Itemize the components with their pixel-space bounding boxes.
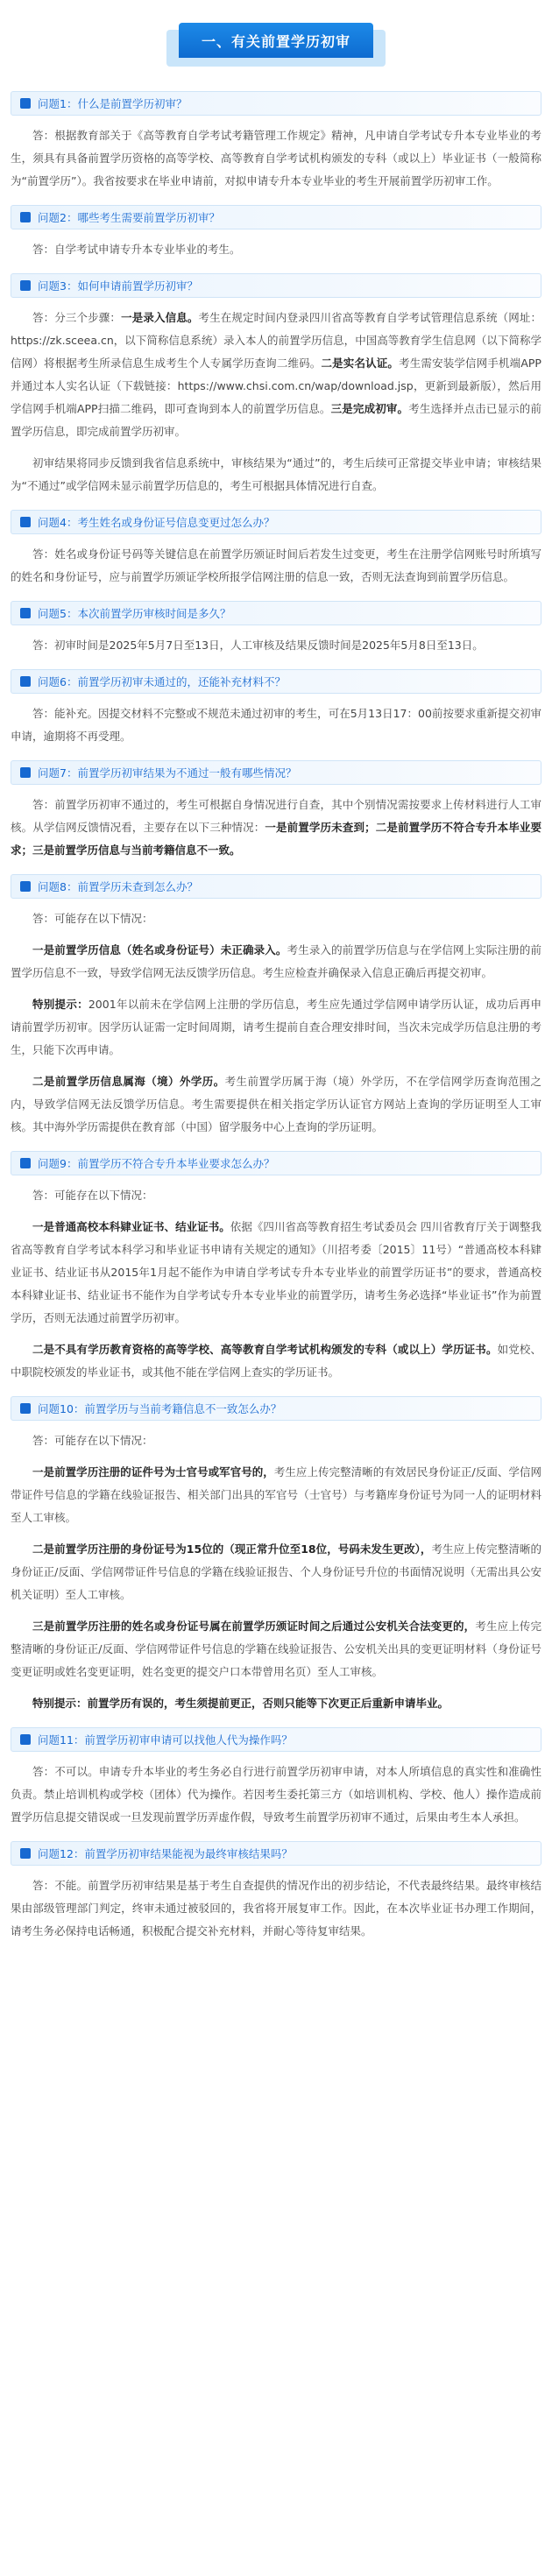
- answer-text: 2001年以前未在学信网上注册的学历信息，考生应先通过学信网申请学历认证，成功后再申请前置学历初审。因学历认证需一定时间周期，请考生提前自查合理安排时间，当次未完成学历信息注册的考生，只能下次再申请。: [11, 998, 541, 1056]
- question-bar: [11, 205, 541, 229]
- answer-emphasis: 一是录入信息。: [121, 311, 199, 324]
- section-header-tab: [179, 23, 373, 58]
- answer-emphasis: 一是前置学历注册的证件号为士官号或军官号的，: [32, 1465, 274, 1479]
- answer-paragraph: [11, 307, 541, 443]
- answer-paragraph: [11, 794, 541, 862]
- answer-text: 答：初审时间是2025年5月7日至13日，人工审核及结果反馈时间是2025年5月8日至13日。: [32, 639, 484, 652]
- answer-text: 答：不可以。申请专升本毕业的考生务必自行进行前置学历初审申请，对本人所填信息的真实性和准确性负责。禁止培训机构或学校（团体）代为操作。若因考生委托第三方（如培训机构、学校、他人）操作造成前置学历信息提交错误或一旦发现前置学历弄虚作假，导致考生前置学历初审不通过，后果由考生本人承担。: [11, 1765, 541, 1824]
- answer-emphasis: 二是不具有学历教育资格的高等学校、高等教育自学考试机构颁发的专科（或以上）学历证书。: [32, 1343, 498, 1356]
- answer-paragraph: [11, 1216, 541, 1330]
- answer-text: 依据《四川省高等教育招生考试委员会 四川省教育厅关于调整我省高等教育自学考试本科学习和毕业证书申请有关规定的通知》（川招考委〔2015〕11号）“普通高校本科肄业证书、结业证书从2015年1月起不能作为申请自学考试专升本专业毕业的前置学历证书”的要求，普通高校本科肄业证书、结业证书不能作为自学考试专升本专业毕业的前置学历，请考生务必选择“毕业证书”作为前置学历，否则无法通过前置学历初审。: [11, 1220, 541, 1324]
- answer-emphasis: 二是前置学历信息属海（境）外学历。: [32, 1075, 225, 1088]
- answer-text: 考生应上传完整清晰的身份证正/反面、学信网带证件号信息的学籍在线验证报告、公安机关出具的变更证明材料（身份证号变更证明或姓名变更证明，姓名变更的提交户口本带曾用名页）至人工审核。: [11, 1620, 541, 1678]
- answer-paragraph: [11, 1461, 541, 1529]
- question-bar: [11, 669, 541, 694]
- square-bullet-icon: [20, 676, 31, 687]
- section-header: [166, 23, 386, 67]
- answer-text: 答：可能存在以下情况：: [32, 912, 153, 925]
- square-bullet-icon: [20, 212, 31, 222]
- square-bullet-icon: [20, 1734, 31, 1745]
- question-bar: [11, 601, 541, 625]
- answer-text: 如党校、中职院校颁发的毕业证书，或其他不能在学信网上查实的学历证书。: [11, 1343, 541, 1379]
- question-text: 问题11：前置学历初审申请可以找他人代为操作吗？: [38, 1733, 293, 1747]
- answer-paragraph: [11, 1429, 541, 1452]
- question-text: 问题8：前置学历未查到怎么办？: [38, 880, 198, 893]
- answer-paragraph: [11, 124, 541, 193]
- square-bullet-icon: [20, 1848, 31, 1859]
- answer-paragraph: [11, 1874, 541, 1943]
- answer-text: 答：自学考试申请专升本专业毕业的考生。: [32, 243, 241, 256]
- question-bar: [11, 510, 541, 534]
- answer-emphasis: 一是前置学历未查到；二是前置学历不符合专升本毕业要求；三是前置学历信息与当前考籍信息不一致。: [11, 821, 541, 857]
- answer-emphasis: 三是前置学历注册的姓名或身份证号属在前置学历颁证时间之后通过公安机关合法变更的，: [32, 1620, 476, 1633]
- question-text: 问题12：前置学历初审结果能视为最终审核结果吗？: [38, 1847, 293, 1860]
- answer-text: 答：分三个步骤：: [32, 311, 122, 324]
- answer-paragraph: [11, 543, 541, 589]
- answer-paragraph: [11, 1692, 541, 1715]
- question-bar: [11, 760, 541, 785]
- square-bullet-icon: [20, 1158, 31, 1168]
- answer-paragraph: [11, 238, 541, 261]
- answer-emphasis: 特别提示：前置学历有误的，考生须提前更正，否则只能等下次更正后重新申请毕业。: [32, 1697, 449, 1710]
- answer-emphasis: 特别提示：: [32, 998, 88, 1011]
- answer-paragraph: [11, 1338, 541, 1384]
- answer-emphasis: 一是普通高校本科肄业证书、结业证书。: [32, 1220, 230, 1233]
- answer-text: 考生需安装学信网手机端APP并通过本人实名认证（下载链接：https://www.chsi.com.cn/wap/download.jsp，更新到最新版），然后用学信网手机端APP扫描二维码，即可查询到本人的前置学历信息。: [11, 356, 541, 415]
- question-bar: [11, 874, 541, 899]
- answer-text: 答：可能存在以下情况：: [32, 1189, 153, 1202]
- question-text: 问题1：什么是前置学历初审？: [38, 97, 188, 110]
- square-bullet-icon: [20, 767, 31, 778]
- square-bullet-icon: [20, 98, 31, 109]
- answer-text: 考生在规定时间内登录四川省高等教育自学考试管理信息系统（网址：https://zk.sceea.cn，以下简称信息系统）录入本人的前置学历信息，中国高等教育学生信息网（以下简称学信网）将根据考生所录信息生成考生个人专属学历查询二维码。: [11, 311, 541, 370]
- square-bullet-icon: [20, 517, 31, 527]
- question-text: 问题3：如何申请前置学历初审？: [38, 279, 198, 293]
- answer-paragraph: [11, 702, 541, 748]
- answer-text: 答：根据教育部关于《高等教育自学考试考籍管理工作规定》精神，凡申请自学考试专升本专业毕业的考生，须具有具备前置学历资格的高等学校、高等教育自学考试机构颁发的专科（或以上）毕业证书（一般简称为“前置学历”）。我省按要求在毕业申请前，对拟申请专升本专业毕业的考生开展前置学历初审工作。: [11, 129, 541, 187]
- section-title: 一、有关前置学历初审: [201, 32, 350, 50]
- answer-paragraph: [11, 634, 541, 657]
- answer-paragraph: [11, 1184, 541, 1207]
- answer-paragraph: [11, 1538, 541, 1606]
- answer-paragraph: [11, 1615, 541, 1683]
- answer-text: 答：姓名或身份证号码等关键信息在前置学历颁证时间后若发生过变更，考生在注册学信网账号时所填写的姓名和身份证号，应与前置学历颁证学校所报学信网注册的信息一致，否则无法查询到前置学历信息。: [11, 547, 541, 583]
- square-bullet-icon: [20, 280, 31, 291]
- answer-emphasis: 一是前置学历信息（姓名或身份证号）未正确录入。: [32, 943, 287, 956]
- question-text: 问题7：前置学历初审结果为不通过一般有哪些情况？: [38, 766, 297, 780]
- answer-text: 考生应上传完整清晰的身份证正/反面、学信网带证件号信息的学籍在线验证报告、个人身份证号升位的书面情况说明（无需出具公安机关证明）至人工审核。: [11, 1542, 541, 1601]
- answer-text: 答：不能。前置学历初审结果是基于考生自查提供的情况作出的初步结论，不代表最终结果。最终审核结果由部级管理部门判定，终审未通过被驳回的，我省将开展复审工作。因此，在本次毕业证书办理工作期间，请考生务必保持电话畅通，积极配合提交补充材料，并耐心等待复审结果。: [11, 1879, 541, 1937]
- answer-paragraph: [11, 939, 541, 985]
- question-text: 问题6：前置学历初审未通过的，还能补充材料不？: [38, 675, 286, 688]
- answer-emphasis: 二是前置学历注册的身份证号为15位的（现正常升位至18位，号码未发生更改），: [32, 1542, 432, 1556]
- square-bullet-icon: [20, 1403, 31, 1414]
- question-text: 问题9：前置学历不符合专升本毕业要求怎么办？: [38, 1157, 275, 1170]
- question-bar: [11, 1396, 541, 1421]
- question-text: 问题5：本次前置学历审核时间是多久？: [38, 607, 231, 620]
- answer-emphasis: 二是实名认证。: [321, 356, 400, 370]
- square-bullet-icon: [20, 608, 31, 618]
- answer-paragraph: [11, 452, 541, 498]
- answer-paragraph: [11, 907, 541, 930]
- question-bar: [11, 273, 541, 298]
- answer-paragraph: [11, 993, 541, 1062]
- question-text: 问题4：考生姓名或身份证号信息变更过怎么办？: [38, 516, 275, 529]
- question-text: 问题2：哪些考生需要前置学历初审？: [38, 211, 220, 224]
- qa-list: [11, 91, 541, 1943]
- answer-text: 考生应上传完整清晰的有效居民身份证正/反面、学信网带证件号信息的学籍在线验证报告、相关部门出具的军官号（士官号）与考籍库身份证号为同一人的证明材料至人工审核。: [11, 1465, 541, 1524]
- question-bar: [11, 1727, 541, 1752]
- answer-paragraph: [11, 1070, 541, 1139]
- answer-text: 考生录入的前置学历信息与在学信网上实际注册的前置学历信息不一致，导致学信网无法反馈学历信息。考生应检查并确保录入信息正确后再提交初审。: [11, 943, 541, 979]
- question-bar: [11, 1151, 541, 1175]
- answer-text: 答：可能存在以下情况：: [32, 1434, 153, 1447]
- answer-emphasis: 三是完成初审。: [330, 402, 409, 415]
- square-bullet-icon: [20, 881, 31, 892]
- answer-text: 考生前置学历属于海（境）外学历，不在学信网学历查询范围之内，导致学信网无法反馈学历信息。考生需要提供在相关指定学历认证官方网站上查询的学历证明至人工审核。其中海外学历需提供在教育部（中国）留学服务中心上查询的学历证明。: [11, 1075, 541, 1133]
- answer-text: 答：前置学历初审不通过的，考生可根据自身情况进行自查，其中个别情况需按要求上传材料进行人工审核。从学信网反馈情况看，主要存在以下三种情况：: [11, 798, 541, 834]
- answer-text: 初审结果将同步反馈到我省信息系统中，审核结果为“通过”的，考生后续可正常提交毕业申请；审核结果为“不通过”或学信网未显示前置学历信息的，考生可根据具体情况进行自查。: [11, 456, 541, 492]
- answer-text: 考生选择并点击已显示的前置学历信息，即完成前置学历初审。: [11, 402, 541, 438]
- question-bar: [11, 91, 541, 116]
- answer-text: 答：能补充。因提交材料不完整或不规范未通过初审的考生，可在5月13日17：00前按要求重新提交初审申请，逾期将不再受理。: [11, 707, 541, 743]
- answer-paragraph: [11, 1761, 541, 1829]
- question-bar: [11, 1841, 541, 1866]
- question-text: 问题10：前置学历与当前考籍信息不一致怎么办？: [38, 1402, 282, 1415]
